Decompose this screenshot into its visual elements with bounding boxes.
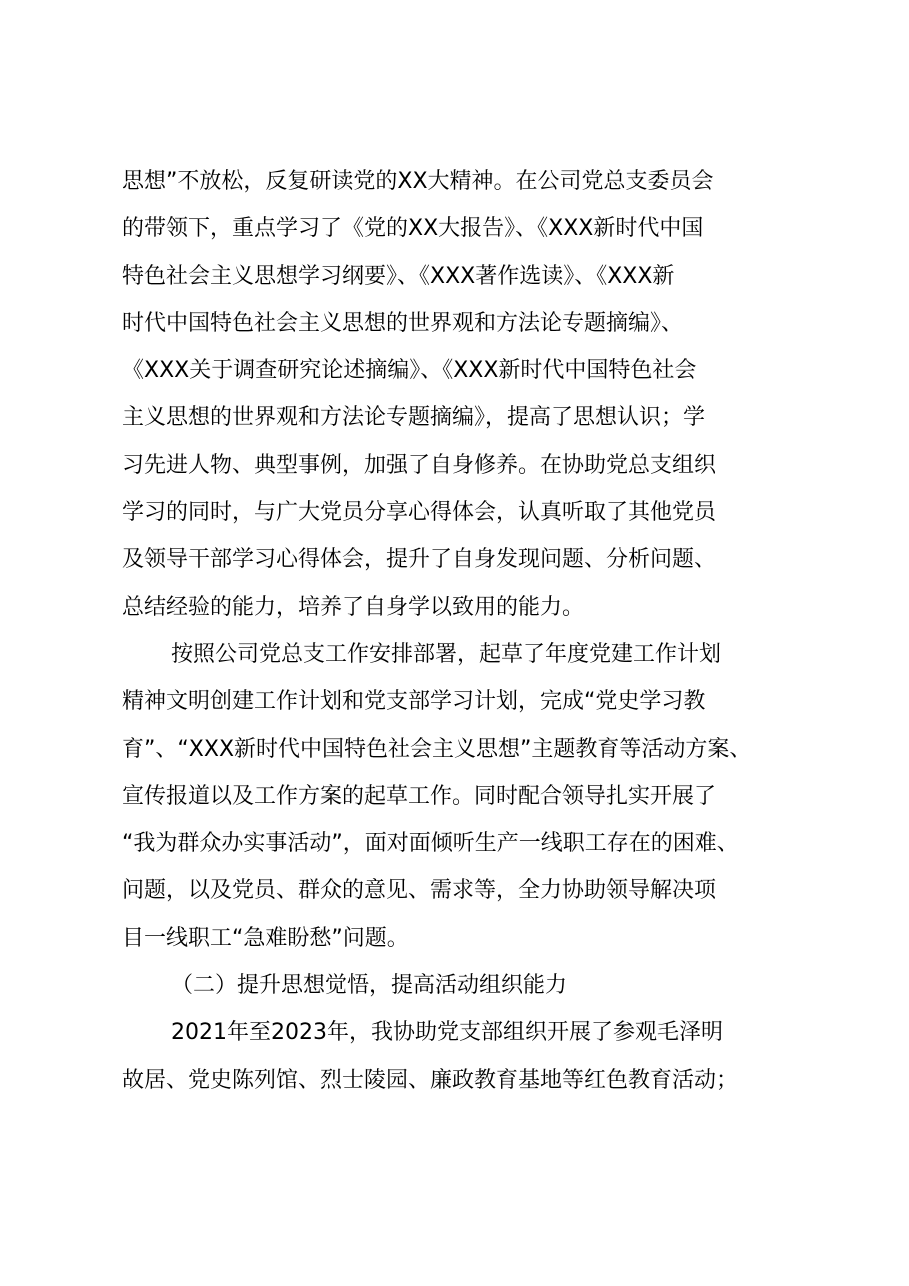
text-line: 时代中国特色社会主义思想的世界观和方法论专题摘编》、	[122, 310, 684, 336]
text-line: 精神文明创建工作计划和党支部学习计划，完成“党史学习教	[122, 689, 706, 715]
text-line: 学习的同时，与广大党员分享心得体会，认真听取了其他党员	[122, 500, 717, 526]
text-line: 故居、党史陈列馆、烈士陵园、廉政教育基地等红色教育活动；	[122, 1067, 739, 1093]
section-heading: （二）提升思想觉悟，提高活动组织能力	[171, 973, 568, 999]
text-line: 问题，以及党员、群众的意见、需求等，全力协助领导解决项	[122, 878, 717, 904]
text-line: 习先进人物、典型事例，加强了自身修养。在协助党总支组织	[122, 452, 717, 478]
text-line: “我为群众办实事活动”，面对面倾听生产一线职工存在的困难、	[122, 831, 739, 857]
document-body	[122, 158, 802, 1104]
text-line: 及领导干部学习心得体会，提升了自身发现问题、分析问题、	[122, 547, 717, 573]
text-line: 思想”不放松，反复研读党的XX大精神。在公司党总支委员会	[122, 169, 714, 194]
text-line: 《XXX关于调查研究论述摘编》、《XXX新时代中国特色社会	[122, 358, 697, 384]
text-line: 主义思想的世界观和方法论专题摘编》，提高了思想认识；学	[122, 405, 706, 431]
paragraph-first-line: 按照公司党总支工作安排部署，起草了年度党建工作计划	[171, 641, 722, 667]
text-line: 特色社会主义思想学习纲要》、《XXX著作选读》、《XXX新	[122, 263, 675, 289]
text-line: 育”、“XXX新时代中国特色社会主义思想”主题教育等活动方案、	[122, 736, 752, 762]
text-line: 宣传报道以及工作方案的起草工作。同时配合领导扎实开展了	[122, 783, 717, 809]
text-line: 目一线职工“急难盼愁”问题。	[122, 925, 409, 951]
paragraph-first-line: 2021年至2023年，我协助党支部组织开展了参观毛泽明	[171, 1020, 723, 1046]
text-line: 总结经验的能力，培养了自身学以致用的能力。	[122, 594, 585, 620]
text-line: 的带领下，重点学习了《党的XX大报告》、《XXX新时代中国	[122, 216, 704, 242]
